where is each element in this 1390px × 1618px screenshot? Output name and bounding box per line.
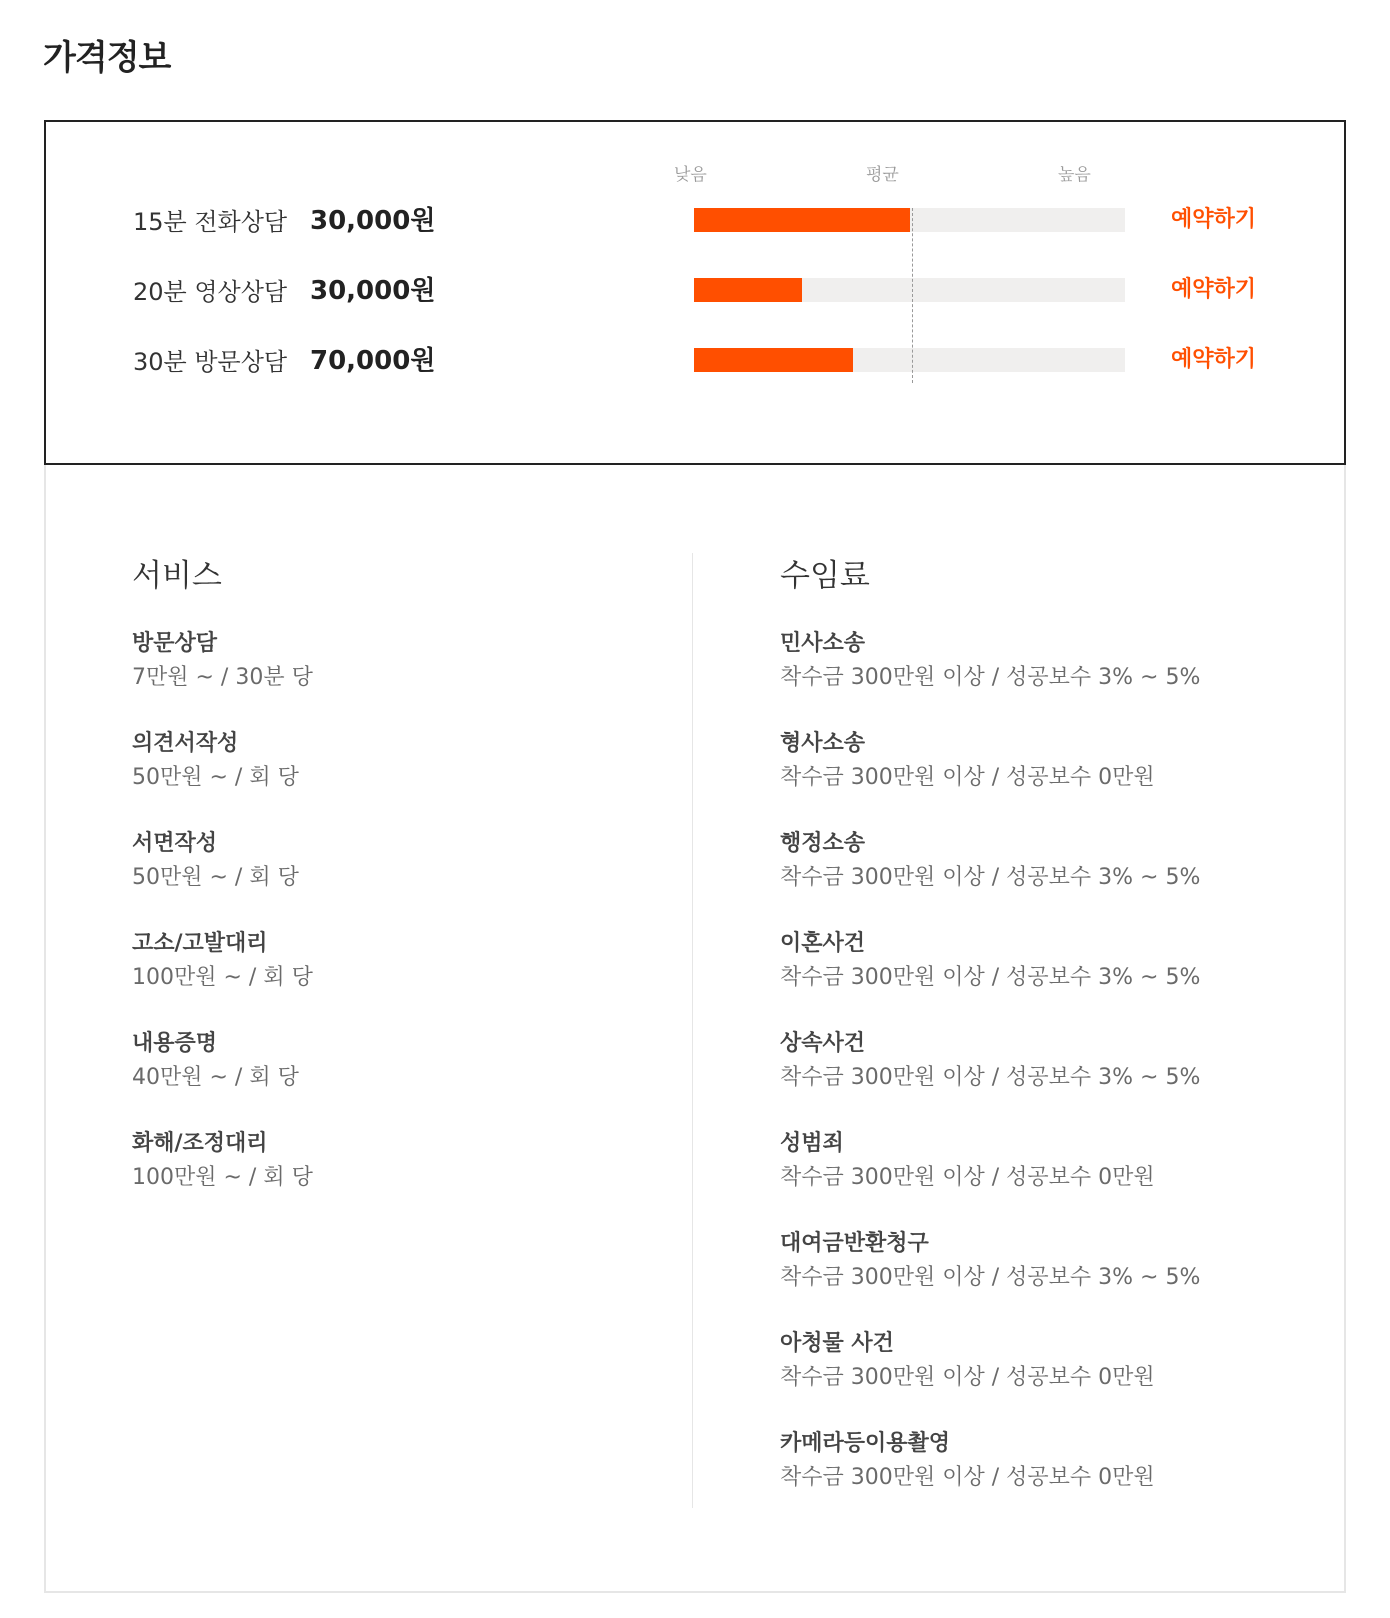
price-bar-track <box>694 278 1125 302</box>
service-item <box>132 1026 652 1126</box>
fee-item-price: 착수금 300만원 이상 / 성공보수 3% ~ 5% <box>780 865 1201 890</box>
price-row-visit <box>46 338 1344 378</box>
fees-heading: 수임료 <box>780 558 870 594</box>
scale-label-average: 평균 <box>866 165 899 185</box>
service-item <box>132 926 652 1026</box>
fee-item-price: 착수금 300만원 이상 / 성공보수 3% ~ 5% <box>780 1265 1201 1290</box>
fee-item-price: 착수금 300만원 이상 / 성공보수 3% ~ 5% <box>780 1065 1201 1090</box>
service-item-price: 7만원 ~ / 30분 당 <box>132 665 313 690</box>
scale-label-low: 낮음 <box>674 165 707 185</box>
fee-item <box>780 626 1300 726</box>
price-bar-fill <box>694 208 910 232</box>
price-row-amount: 70,000원 <box>310 346 436 376</box>
price-row-video <box>46 268 1344 308</box>
services-heading: 서비스 <box>132 558 222 594</box>
fee-item <box>780 826 1300 926</box>
page-title: 가격정보 <box>43 38 171 78</box>
fee-item-title: 형사소송 <box>780 731 866 756</box>
reserve-button[interactable]: 예약하기 <box>1171 347 1257 372</box>
service-item-price: 100만원 ~ / 회 당 <box>132 1165 313 1190</box>
service-item-title: 서면작성 <box>132 831 218 856</box>
fee-item <box>780 1426 1300 1526</box>
fee-item-title: 민사소송 <box>780 631 866 656</box>
fee-item-price: 착수금 300만원 이상 / 성공보수 0만원 <box>780 1465 1155 1490</box>
service-item-title: 의견서작성 <box>132 731 239 756</box>
column-divider <box>692 553 693 1508</box>
fee-item <box>780 726 1300 826</box>
service-item-price: 50만원 ~ / 회 당 <box>132 765 299 790</box>
services-column <box>132 550 652 1226</box>
price-row-name: 30분 방문상담 <box>133 348 288 376</box>
fees-column <box>780 550 1300 1526</box>
fee-item <box>780 1026 1300 1126</box>
fee-item-title: 이혼사건 <box>780 931 866 956</box>
price-row-amount: 30,000원 <box>310 206 436 236</box>
fee-item <box>780 926 1300 1026</box>
fee-item-price: 착수금 300만원 이상 / 성공보수 0만원 <box>780 765 1155 790</box>
reserve-button[interactable]: 예약하기 <box>1171 277 1257 302</box>
price-bar-track <box>694 348 1125 372</box>
price-bar-track <box>694 208 1125 232</box>
fee-item-price: 착수금 300만원 이상 / 성공보수 3% ~ 5% <box>780 965 1201 990</box>
fee-item-title: 아청물 사건 <box>780 1331 894 1356</box>
fee-item-title: 성범죄 <box>780 1131 844 1156</box>
fee-item-title: 카메라등이용촬영 <box>780 1431 951 1456</box>
price-row-name: 15분 전화상담 <box>133 208 288 236</box>
service-item <box>132 826 652 926</box>
fee-item-price: 착수금 300만원 이상 / 성공보수 3% ~ 5% <box>780 665 1201 690</box>
service-item-price: 50만원 ~ / 회 당 <box>132 865 299 890</box>
average-marker-line <box>912 208 913 383</box>
service-item-price: 100만원 ~ / 회 당 <box>132 965 313 990</box>
reserve-button[interactable]: 예약하기 <box>1171 207 1257 232</box>
price-summary-box <box>44 120 1346 465</box>
fee-item-title: 대여금반환청구 <box>780 1231 929 1256</box>
service-item-title: 화해/조정대리 <box>132 1131 268 1156</box>
service-item-price: 40만원 ~ / 회 당 <box>132 1065 299 1090</box>
fee-item-price: 착수금 300만원 이상 / 성공보수 0만원 <box>780 1165 1155 1190</box>
service-item <box>132 626 652 726</box>
fee-item-price: 착수금 300만원 이상 / 성공보수 0만원 <box>780 1365 1155 1390</box>
service-item <box>132 1126 652 1226</box>
fee-item <box>780 1126 1300 1226</box>
price-detail-box <box>44 465 1346 1593</box>
scale-label-high: 높음 <box>1058 165 1091 185</box>
service-item-title: 내용증명 <box>132 1031 218 1056</box>
price-row-name: 20분 영상상담 <box>133 278 288 306</box>
fee-item <box>780 1226 1300 1326</box>
price-row-phone <box>46 198 1344 238</box>
service-item-title: 방문상담 <box>132 631 218 656</box>
fee-item-title: 행정소송 <box>780 831 866 856</box>
price-bar-fill <box>694 278 802 302</box>
price-bar-fill <box>694 348 853 372</box>
service-item <box>132 726 652 826</box>
fee-item-title: 상속사건 <box>780 1031 866 1056</box>
fee-item <box>780 1326 1300 1426</box>
price-row-amount: 30,000원 <box>310 276 436 306</box>
service-item-title: 고소/고발대리 <box>132 931 268 956</box>
